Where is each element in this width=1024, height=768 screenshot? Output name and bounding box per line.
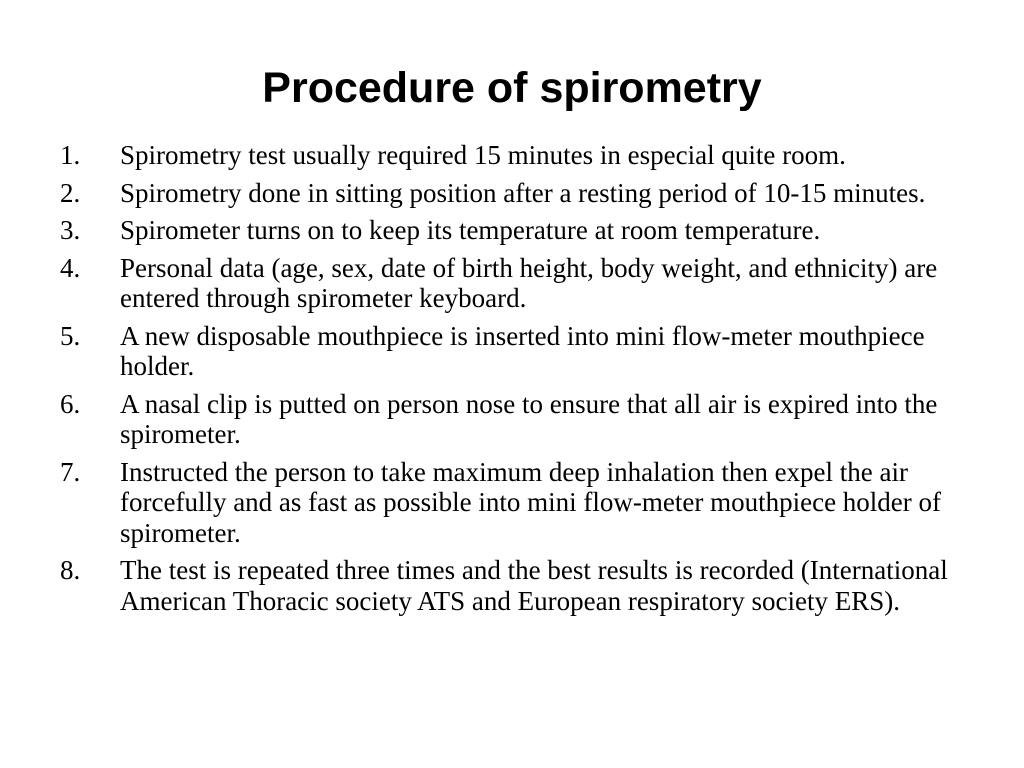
list-item (60, 253, 960, 314)
list-item-number: 3. (60, 215, 81, 245)
list-item (60, 215, 960, 246)
list-item-text: The test is repeated three times and the best results is recorded (International American Thoracic society ATS and European respiratory society ERS). (120, 555, 948, 616)
list-item (60, 389, 960, 450)
list-item-text: Personal data (age, sex, date of birth height, body weight, and ethnicity) are entered through spirometer keyboard. (120, 252, 938, 313)
list-item-text: Spirometer turns on to keep its temperature at room temperature. (120, 215, 821, 245)
slide-title: Procedure of spirometry (262, 64, 762, 112)
list-item-text: Spirometry done in sitting position after a resting period of 10-15 minutes. (120, 177, 926, 208)
list-item (60, 140, 960, 171)
list-item-number: 2. (60, 177, 81, 208)
list-item-number: 1. (60, 140, 81, 170)
list-item (60, 555, 960, 616)
list-item-number: 7. (60, 456, 81, 487)
list-item (60, 178, 960, 209)
list-item-text: A new disposable mouthpiece is inserted into mini flow-meter mouthpiece holder. (120, 320, 925, 381)
list-item-number: 4. (60, 252, 81, 283)
list-item (60, 457, 960, 549)
procedure-list (60, 140, 960, 623)
list-item-number: 5. (60, 320, 81, 351)
list-item-text: Spirometry test usually required 15 minutes in especial quite room. (120, 140, 846, 170)
list-item (60, 321, 960, 382)
list-item-text: Instructed the person to take maximum deep inhalation then expel the air forcefully and as fast as possible into mini flow-meter mouthpiece holder of spirometer. (120, 456, 942, 548)
list-item-number: 8. (60, 555, 81, 585)
list-item-text: A nasal clip is putted on person nose to ensure that all air is expired into the spirometer. (120, 388, 938, 449)
list-item-number: 6. (60, 388, 81, 419)
